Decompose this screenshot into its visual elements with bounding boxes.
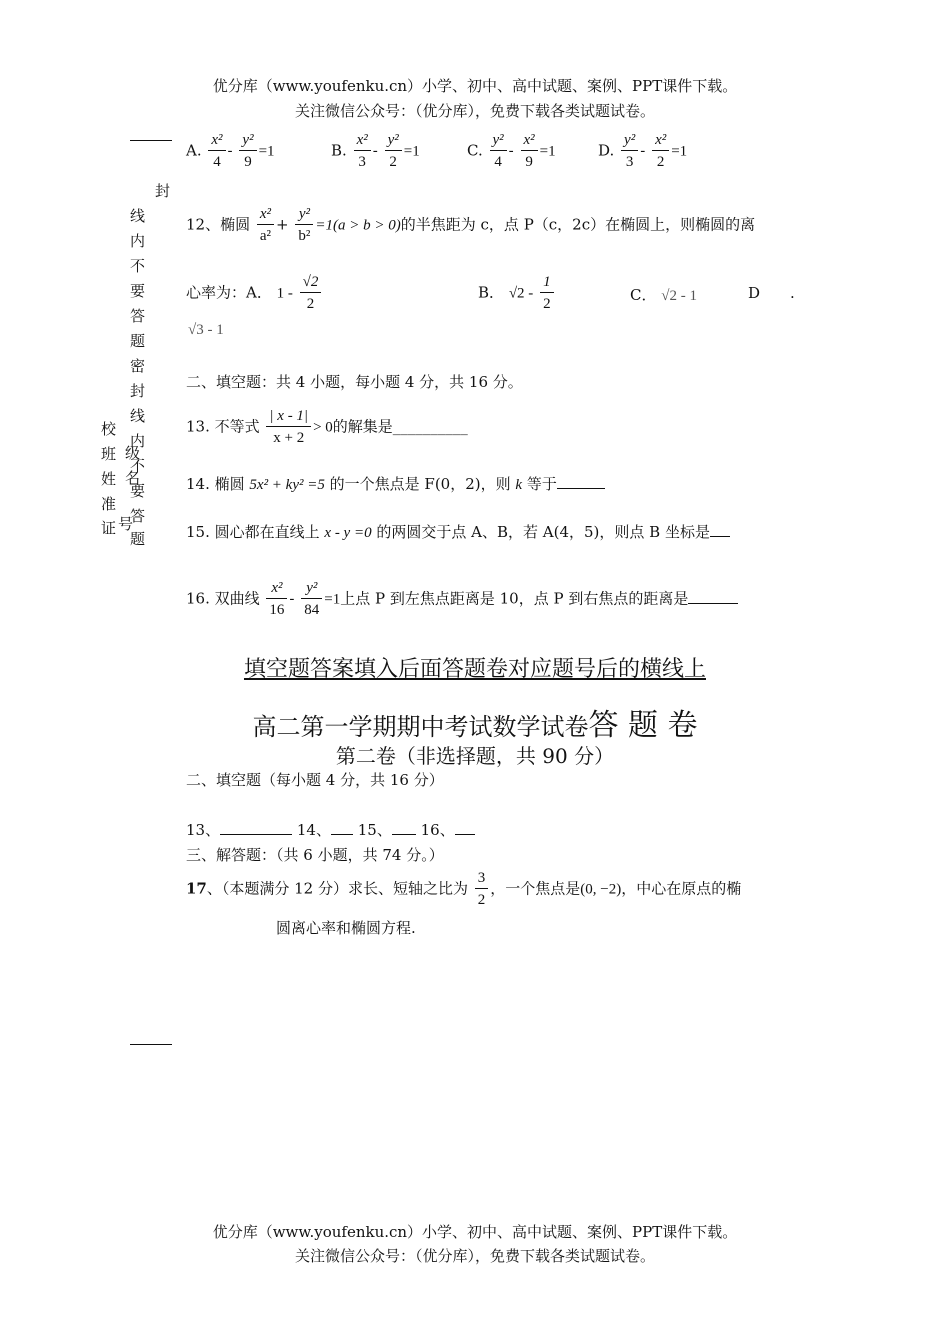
q14-blank[interactable] (557, 474, 605, 489)
q12-option-d-label: D (748, 284, 761, 302)
margin-seal-char: 封 (155, 182, 171, 200)
q17-line-2: 圆离心率和椭圆方程. (276, 919, 416, 937)
answer-notice: 填空题答案填入后面答题卷对应题号后的横线上 (243, 657, 706, 682)
q12-option-d-dot: . (790, 284, 795, 302)
q15: 15. 圆心都在直线上 x - y =0 的两圆交于点 A、B，若 A(4，5)，则点 B 坐标是 (186, 521, 730, 542)
q15-blank[interactable] (710, 522, 730, 537)
section2-title: 二、填空题：共 4 小题，每小题 4 分，共 16 分。 (186, 373, 523, 391)
q14: 14. 椭圆 5x² + ky² =5 的一个焦点是 F(0，2)，则 k 等于 (186, 473, 605, 494)
q12-line-2: 心率为：A． 1 - $\frac{√2}{2}$ (186, 272, 323, 315)
q12-option-c: C． √2 - 1 (630, 286, 697, 304)
q11-option-c: C. $\frac{\text{y²}}{4}$ - $\frac{\text{x²}}{9}$ =1 (467, 132, 556, 170)
q12-option-b: B． √2 - $\frac{1}{2}$ (478, 272, 556, 315)
answer-14-blank[interactable] (331, 820, 353, 835)
answer-13-blank[interactable] (220, 820, 292, 835)
q16-blank[interactable] (688, 589, 738, 604)
q13: 13. 不等式 $\frac{| x - 1|}{x + 2}$ > 0的解集是__________ (186, 408, 468, 446)
header-line-2: 关注微信公众号：（优分库），免费下载各类试题试卷。 (294, 102, 655, 120)
answer-16-blank[interactable] (455, 820, 475, 835)
volume-title: 第二卷（非选择题，共 90 分） (335, 744, 615, 768)
header-line-1: 优分库（www.youfenku.cn）小学、初中、高中试题、案例、PPT课件下载。 (212, 77, 738, 95)
answer-15-blank[interactable] (392, 820, 416, 835)
q12-line-1: 12、椭圆 $\frac{\text{x²}}{\text{a²}}$ + $\frac{\text{y²}}{\text{b²}}$ =1(a > b > 0)的半焦距为 c，点 P（c，2c）在椭圆上，则椭圆的离 (186, 206, 756, 244)
solve-heading: 三、解答题：（共 6 小题，共 74 分。） (186, 846, 444, 864)
q17-line-1: 17、（本题满分 12 分）求长、短轴之比为 $\frac{3}{2}$ ，一个焦点是(0, −2)，中心在原点的椭 (186, 870, 742, 908)
fill-heading: 二、填空题（每小题 4 分，共 16 分） (186, 771, 444, 789)
q11-option-b: B. $\frac{\text{x²}}{3}$ - $\frac{\text{y²}}{2}$ =1 (331, 132, 420, 170)
q11-option-a: A. $\frac{\text{x²}}{4}$ - $\frac{\text{y²}}{9}$ =1 (186, 132, 275, 170)
answer-sheet-title: 高二第一学期期中考试数学试卷答 题 卷 (252, 708, 698, 743)
fill-answer-blanks: 13、 14、 15、 16、 (186, 819, 475, 840)
margin-rule-top (130, 140, 172, 141)
margin-rule-bottom (130, 1044, 172, 1045)
q12-option-d-expr: √3 - 1 (188, 322, 224, 338)
footer-line-1: 优分库（www.youfenku.cn）小学、初中、高中试题、案例、PPT课件下载。 (212, 1223, 738, 1241)
footer-line-2: 关注微信公众号：（优分库），免费下载各类试题试卷。 (294, 1247, 655, 1265)
q11-option-d: D. $\frac{\text{y²}}{3}$ - $\frac{\text{x²}}{2}$ =1 (598, 132, 688, 170)
q16: 16. 双曲线 $\frac{\text{x²}}{16}$ - $\frac{\text{y²}}{84}$ =1上点 P 到左焦点距离是 10，点 P 到右焦点的距离是 (186, 578, 738, 621)
